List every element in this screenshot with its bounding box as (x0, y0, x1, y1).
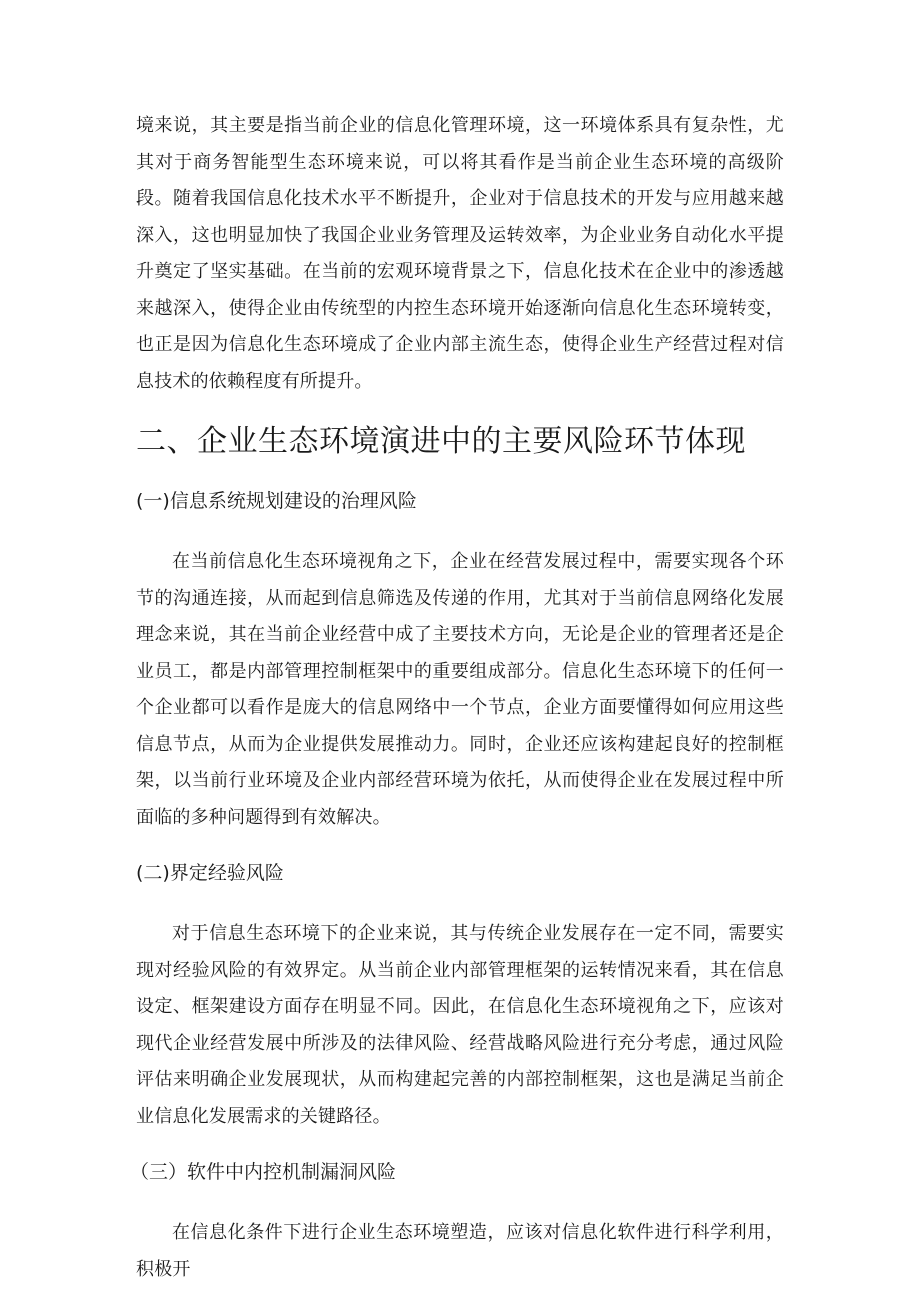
spacer (136, 1135, 784, 1157)
subsection-2-title: (二)界定经验风险 (136, 862, 284, 884)
subsection-3-title: （三）软件中内控机制漏洞风险 (130, 1161, 397, 1183)
subsection-1-body: 在当前信息化生态环境视角之下，企业在经营发展过程中，需要实现各个环节的沟通连接，从而起到信息筛选及传递的作用，尤其对于当前信息网络化发展理念来说，其在当前企业经营中成了主要技术方向，无论是企业的管理者还是企业员工，都是内部管理控制框架中的重要组成部分。信息化生态环境下的任何一个企业都可以看作是庞大的信息网络中一个节点，企业方面要懂得如何应用这些信息节点，从而为企业提供发展推动力。同时，企业还应该构建起良好的控制框架，以当前行业环境及企业内部经营环境为依托，从而使得企业在发展过程中所面临的多种问题得到有效解决。 (136, 551, 784, 828)
intro-paragraph: 境来说，其主要是指当前企业的信息化管理环境，这一环境体系具有复杂性，尤其对于商务智能型生态环境来说，可以将其看作是当前企业生态环境的高级阶段。随着我国信息化技术水平不断提升，企业对于信息技术的开发与应用越来越深入，这也明显加快了我国企业业务管理及运转效率，为企业业务自动化水平提升奠定了坚实基础。在当前的宏观环境背景之下，信息化技术在企业中的渗透越来越深入，使得企业由传统型的内控生态环境开始逐渐向信息化生态环境转变，也正是因为信息化生态环境成了企业内部主流生态，使得企业生产经营过程对信息技术的依赖程度有所提升。 (136, 115, 784, 392)
document-page (130, 108, 784, 1288)
spacer (136, 836, 784, 858)
subsection-3-body: 在信息化条件下进行企业生态环境塑造，应该对信息化软件进行科学利用，积极开 (136, 1222, 784, 1280)
subsection-1-title: (一)信息系统规划建设的治理风险 (136, 490, 417, 512)
subsection-2-body: 对于信息生态环境下的企业来说，其与传统企业发展存在一定不同，需要实现对经验风险的有效界定。从当前企业内部管理框架的运转情况来看，其在信息设定、框架建设方面存在明显不同。因此，在信息化生态环境视角之下，应该对现代企业经营发展中所涉及的法律风险、经营战略风险进行充分考虑，通过风险评估来明确企业发展现状，从而构建起完善的内部控制框架，这也是满足当前企业信息化发展需求的关键路径。 (136, 923, 784, 1127)
section-2-title: 二、企业生态环境演进中的主要风险环节体现 (136, 424, 746, 459)
